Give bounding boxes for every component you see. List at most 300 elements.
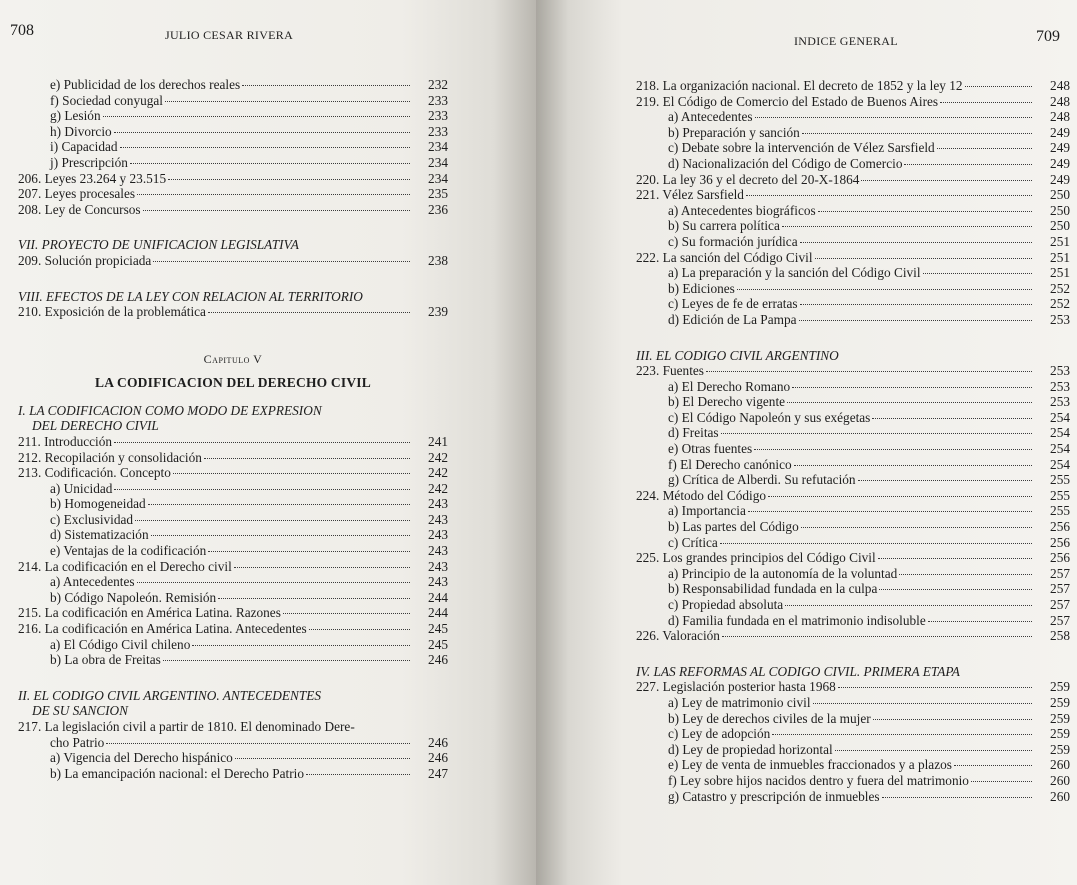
toc-entry-text: 213. Codificación. Concepto [18, 465, 171, 481]
toc-page-number: 252 [1050, 296, 1070, 312]
toc-entry [636, 265, 1070, 281]
toc-entry [18, 750, 448, 766]
toc-entry-text: b) La obra de Freitas [50, 652, 161, 668]
toc-entry-text: d) Edición de La Pampa [668, 311, 797, 327]
toc-entry-text: c) Su formación jurídica [668, 233, 798, 249]
leader-dots [768, 496, 1032, 497]
toc-entry-text: 212. Recopilación y consolidación [18, 449, 202, 465]
leader-dots [800, 242, 1032, 243]
toc-entry [18, 543, 448, 559]
toc-page-number: 259 [1050, 710, 1070, 726]
leader-dots [151, 535, 410, 536]
toc-page-number: 242 [428, 480, 448, 496]
section-heading-iii: III. EL CODIGO CIVIL ARGENTINO [636, 347, 839, 363]
toc-entry-text: d) Sistematización [50, 527, 149, 543]
toc-entry-text: f) Sociedad conyugal [50, 92, 163, 108]
toc-entry [636, 773, 1070, 789]
toc-entry [636, 312, 1070, 328]
toc-page-number: 250 [1050, 202, 1070, 218]
toc-entry-text: e) Otras fuentes [668, 441, 753, 457]
toc-page-number: 241 [428, 433, 448, 449]
toc-entry [636, 742, 1070, 758]
toc-entry [636, 394, 1070, 410]
leader-dots [737, 289, 1032, 290]
section-heading-i-cont: DEL DERECHO CIVIL [32, 418, 159, 434]
toc-entry-text: b) Código Napoleón. Remisión [50, 589, 217, 605]
toc-entry-text: 221. Vélez Sarsfield [636, 187, 744, 203]
toc-entry-text: 217. La legislación civil a partir de 1810. El denominado Dere- [18, 719, 355, 734]
toc-page-number: 258 [1050, 628, 1070, 644]
leader-dots [235, 758, 410, 759]
toc-entry [636, 363, 1070, 379]
toc-page-number: 242 [428, 465, 448, 481]
toc-entry [18, 590, 448, 606]
toc-entry [18, 766, 448, 782]
toc-entry [636, 488, 1070, 504]
leader-dots [168, 179, 410, 180]
toc-page-number: 233 [428, 92, 448, 108]
leader-dots [971, 781, 1032, 782]
toc-entry [636, 628, 1070, 644]
leader-dots [721, 433, 1032, 434]
toc-page-number: 260 [1050, 788, 1070, 804]
toc-page-number: 256 [1050, 550, 1070, 566]
toc-entry [636, 187, 1070, 203]
toc-entry [636, 550, 1070, 566]
leader-dots [114, 442, 410, 443]
toc-entry-text: c) Exclusividad [50, 511, 134, 527]
toc-entry [636, 109, 1070, 125]
toc-block [636, 679, 1070, 804]
leader-dots [813, 703, 1032, 704]
toc-entry-text: f) Ley sobre hijos nacidos dentro y fuera del matrimonio [668, 772, 969, 788]
toc-entry [636, 679, 1070, 695]
toc-entry [18, 304, 448, 320]
toc-page-number: 256 [1050, 519, 1070, 535]
toc-entry [636, 125, 1070, 141]
toc-page-number: 250 [1050, 187, 1070, 203]
toc-page-number: 232 [428, 77, 448, 92]
running-head: INDICE GENERAL [794, 34, 898, 48]
toc-entry [636, 566, 1070, 582]
toc-entry-text: 227. Legislación posterior hasta 1968 [636, 679, 836, 695]
leader-dots [114, 132, 410, 133]
leader-dots [120, 147, 410, 148]
toc-entry [636, 472, 1070, 488]
toc-page-number: 257 [1050, 612, 1070, 628]
toc-page-number: 244 [428, 605, 448, 621]
toc-entry [636, 203, 1070, 219]
toc-page-number: 248 [1050, 109, 1070, 125]
toc-entry [18, 171, 448, 187]
toc-page-number: 257 [1050, 565, 1070, 581]
toc-block [18, 434, 448, 668]
leader-dots [899, 574, 1032, 575]
leader-dots [242, 85, 410, 86]
toc-entry-text: b) La emancipación nacional: el Derecho Patrio [50, 765, 305, 781]
toc-entry-text: 222. La sanción del Código Civil [636, 249, 813, 265]
toc-entry-text: c) Crítica [668, 534, 718, 550]
toc-entry [636, 234, 1070, 250]
toc-page-number: 253 [1050, 311, 1070, 327]
toc-entry [18, 559, 448, 575]
toc-left [18, 77, 448, 781]
toc-page-number: 252 [1050, 280, 1070, 296]
toc-page-number: 242 [428, 449, 448, 465]
toc-entry-text: c) El Código Napoleón y sus exégetas [668, 409, 871, 425]
leader-dots [192, 645, 410, 646]
toc-entry-text: a) Antecedentes biográficos [668, 202, 816, 218]
toc-entry-text: 224. Método del Código [636, 487, 767, 503]
toc-page-number: 250 [1050, 218, 1070, 234]
toc-entry-text: a) Antecedentes [668, 109, 753, 125]
leader-dots [782, 226, 1032, 227]
toc-entry-text: 226. Valoración [636, 628, 720, 644]
leader-dots [785, 605, 1032, 606]
leader-dots [879, 589, 1032, 590]
leader-dots [234, 567, 410, 568]
toc-entry [636, 250, 1070, 266]
toc-entry-text: b) Su carrera política [668, 218, 780, 234]
toc-entry-text: b) Ley de derechos civiles de la mujer [668, 710, 871, 726]
toc-entry-text: b) Las partes del Código [668, 519, 799, 535]
toc-page-number: 260 [1050, 757, 1070, 773]
toc-entry [636, 503, 1070, 519]
section-heading-i: I. LA CODIFICACION COMO MODO DE EXPRESION [18, 402, 322, 418]
leader-dots [954, 765, 1032, 766]
toc-entry-text: f) El Derecho canónico [668, 456, 792, 472]
toc-entry [636, 726, 1070, 742]
leader-dots [861, 180, 1032, 181]
leader-dots [923, 273, 1032, 274]
leader-dots [799, 320, 1033, 321]
toc-entry-text: cho Patrio [50, 734, 105, 750]
leader-dots [772, 734, 1032, 735]
section-heading-vii: VII. PROYECTO DE UNIFICACION LEGISLATIVA [18, 237, 299, 253]
toc-entry-text: 209. Solución propiciada [18, 252, 152, 268]
toc-entry-text: b) Homogeneidad [50, 496, 146, 512]
toc-page-number: 234 [428, 154, 448, 170]
toc-page-number: 234 [428, 139, 448, 155]
leader-dots [755, 117, 1032, 118]
toc-page-number: 234 [428, 170, 448, 186]
toc-entry [18, 253, 448, 269]
toc-page-number: 253 [1050, 394, 1070, 410]
leader-dots [173, 473, 410, 474]
toc-entry [636, 218, 1070, 234]
toc-entry [18, 93, 448, 109]
toc-page-number: 257 [1050, 581, 1070, 597]
toc-entry [636, 695, 1070, 711]
leader-dots [218, 598, 410, 599]
leader-dots [838, 687, 1032, 688]
leader-dots [937, 148, 1032, 149]
toc-page-number: 249 [1050, 171, 1070, 187]
toc-page-number: 243 [428, 543, 448, 559]
toc-page-number: 259 [1050, 726, 1070, 742]
leader-dots [748, 511, 1032, 512]
toc-page-number: 251 [1050, 265, 1070, 281]
toc-page-number: 257 [1050, 597, 1070, 612]
toc-entry [18, 139, 448, 155]
leader-dots [135, 520, 410, 521]
toc-entry [636, 613, 1070, 629]
toc-entry [636, 757, 1070, 773]
toc-entry-text: 218. La organización nacional. El decreto de 1852 y la ley 12 [636, 78, 963, 93]
toc-page-number: 259 [1050, 741, 1070, 757]
leader-dots [722, 636, 1032, 637]
chapter-label: Capitulo V [203, 351, 263, 366]
toc-page-number: 251 [1050, 249, 1070, 265]
toc-page-number: 254 [1050, 425, 1070, 441]
toc-entry-text: 208. Ley de Concursos [18, 201, 141, 217]
leader-dots [148, 504, 410, 505]
toc-entry-text: g) Crítica de Alberdi. Su refutación [668, 472, 856, 488]
toc-entry-text: b) Responsabilidad fundada en la culpa [668, 581, 878, 597]
leader-dots [835, 750, 1032, 751]
toc-entry-text: a) El Código Civil chileno [50, 636, 191, 652]
toc-page-number: 246 [428, 652, 448, 668]
toc-page-number: 239 [428, 304, 448, 320]
toc-page-number: 244 [428, 589, 448, 605]
toc-entry-text: d) Ley de propiedad horizontal [668, 741, 833, 757]
toc-entry-text: d) Nacionalización del Código de Comercio [668, 155, 903, 171]
toc-page-number: 243 [428, 558, 448, 574]
toc-page-number: 243 [428, 574, 448, 590]
toc-page-number: 243 [428, 527, 448, 543]
toc-entry-text: g) Lesión [50, 108, 101, 124]
toc-entry [636, 78, 1070, 94]
toc-entry [636, 535, 1070, 551]
toc-page-number: 249 [1050, 124, 1070, 140]
toc-entry [18, 155, 448, 171]
toc-page-number: 253 [1050, 378, 1070, 394]
toc-entry-text: c) Ley de adopción [668, 726, 771, 742]
leader-dots [818, 211, 1032, 212]
leader-dots [130, 163, 410, 164]
toc-page-number: 245 [428, 621, 448, 637]
toc-entry-text: 211. Introducción [18, 433, 113, 449]
toc-entry-text: b) Preparación y sanción [668, 124, 800, 140]
toc-page-number: 256 [1050, 534, 1070, 550]
toc-page-number: 255 [1050, 472, 1070, 488]
leader-dots [283, 613, 410, 614]
toc-page-number: 238 [428, 252, 448, 268]
chapter-title: LA CODIFICACION DEL DERECHO CIVIL [95, 374, 371, 390]
toc-page-number: 259 [1050, 679, 1070, 695]
toc-page-number: 255 [1050, 503, 1070, 519]
toc-entry-text: a) Principio de la autonomía de la voluntad [668, 565, 898, 581]
leader-dots [878, 558, 1032, 559]
toc-entry [636, 597, 1070, 613]
toc-page-number: 260 [1050, 772, 1070, 788]
toc-entry-text: e) Publicidad de los derechos reales [50, 77, 241, 92]
running-head: JULIO CESAR RIVERA [165, 28, 294, 42]
leader-dots [801, 527, 1032, 528]
toc-page-number: 235 [428, 186, 448, 202]
leader-dots [872, 418, 1032, 419]
toc-entry [18, 186, 448, 202]
toc-entry-text: i) Capacidad [50, 139, 118, 155]
toc-entry [18, 621, 448, 637]
toc-entry-text: g) Catastro y prescripción de inmuebles [668, 788, 880, 804]
toc-block [636, 363, 1070, 644]
leader-dots [787, 402, 1032, 403]
toc-entry-text: a) Ley de matrimonio civil [668, 694, 811, 710]
leader-dots [103, 116, 410, 117]
toc-page-number: 245 [428, 636, 448, 652]
toc-entry-text: c) Debate sobre la intervención de Vélez Sarsfield [668, 140, 935, 156]
toc-entry-text: b) Ediciones [668, 280, 735, 296]
leader-dots [794, 465, 1032, 466]
section-heading-iv: IV. LAS REFORMAS AL CODIGO CIVIL. PRIMERA ETAPA [636, 663, 960, 679]
toc-entry-text: e) Ventajas de la codificación [50, 543, 207, 559]
toc-entry [18, 108, 448, 124]
toc-entry-text: d) Familia fundada en el matrimonio indisoluble [668, 612, 926, 628]
leader-dots [208, 312, 410, 313]
toc-entry [18, 735, 448, 751]
toc-entry [18, 77, 448, 93]
toc-entry [18, 434, 448, 450]
toc-right [636, 78, 1070, 804]
toc-entry-text: d) Freitas [668, 425, 719, 441]
toc-entry [636, 379, 1070, 395]
toc-entry-text: 210. Exposición de la problemática [18, 304, 206, 320]
toc-page-number: 248 [1050, 93, 1070, 109]
toc-entry [636, 519, 1070, 535]
leader-dots [904, 164, 1032, 165]
leader-dots [137, 194, 410, 195]
toc-entry [636, 281, 1070, 297]
leader-dots [306, 774, 410, 775]
toc-entry-text: c) Propiedad absoluta [668, 597, 784, 612]
toc-page-number: 236 [428, 201, 448, 217]
toc-page-number: 253 [1050, 363, 1070, 379]
toc-entry-text: a) Antecedentes [50, 574, 135, 590]
toc-entry [18, 719, 448, 735]
toc-entry [636, 789, 1070, 805]
toc-entry [636, 296, 1070, 312]
leader-dots [746, 195, 1032, 196]
toc-page-number: 243 [428, 511, 448, 527]
toc-entry-text: j) Prescripción [50, 154, 128, 170]
leader-dots [143, 210, 410, 211]
section-heading-ii: II. EL CODIGO CIVIL ARGENTINO. ANTECEDENTES [18, 687, 322, 703]
section-heading-viii: VIII. EFECTOS DE LA LEY CON RELACION AL TERRITORIO [18, 288, 363, 304]
leader-dots [858, 480, 1032, 481]
toc-entry-text: 215. La codificación en América Latina. Razones [18, 605, 281, 621]
section-heading-ii-cont: DE SU SANCION [32, 703, 129, 719]
toc-entry-text: 206. Leyes 23.264 y 23.515 [18, 170, 167, 186]
toc-page-number: 243 [428, 496, 448, 512]
leader-dots [882, 797, 1032, 798]
toc-page-number: 251 [1050, 233, 1070, 249]
toc-entry [18, 527, 448, 543]
toc-block [18, 253, 448, 269]
toc-entry [636, 581, 1070, 597]
toc-entry [636, 457, 1070, 473]
toc-entry [18, 450, 448, 466]
toc-entry-text: h) Divorcio [50, 123, 112, 139]
toc-page-number: 249 [1050, 155, 1070, 171]
right-page [536, 0, 1077, 885]
page-number: 709 [1036, 28, 1060, 45]
leader-dots [802, 133, 1032, 134]
toc-page-number: 249 [1050, 140, 1070, 156]
toc-block [636, 78, 1070, 328]
toc-page-number: 246 [428, 750, 448, 766]
leader-dots [720, 543, 1032, 544]
toc-entry-text: a) Vigencia del Derecho hispánico [50, 750, 233, 766]
toc-page-number: 255 [1050, 487, 1070, 503]
toc-entry [18, 574, 448, 590]
page-number: 708 [10, 22, 34, 39]
toc-entry-text: 223. Fuentes [636, 363, 704, 379]
toc-page-number: 248 [1050, 78, 1070, 93]
toc-entry [18, 465, 448, 481]
toc-entry [18, 496, 448, 512]
toc-entry [636, 140, 1070, 156]
toc-entry-text: 220. La ley 36 y el decreto del 20-X-1864 [636, 171, 860, 187]
left-page [0, 0, 536, 885]
leader-dots [928, 621, 1032, 622]
toc-entry [636, 425, 1070, 441]
leader-dots [165, 101, 410, 102]
toc-block [18, 77, 448, 217]
toc-entry-text: c) Leyes de fe de erratas [668, 296, 798, 312]
toc-page-number: 254 [1050, 456, 1070, 472]
toc-entry-text: a) El Derecho Romano [668, 378, 791, 394]
toc-entry-text: b) El Derecho vigente [668, 394, 786, 410]
leader-dots [163, 660, 410, 661]
toc-entry-text: 225. Los grandes principios del Código Civil [636, 550, 876, 566]
toc-entry-text: 214. La codificación en el Derecho civil [18, 558, 232, 574]
leader-dots [153, 261, 410, 262]
leader-dots [706, 371, 1032, 372]
toc-entry [636, 441, 1070, 457]
toc-page-number: 259 [1050, 694, 1070, 710]
toc-entry [18, 481, 448, 497]
toc-page-number: 233 [428, 123, 448, 139]
toc-block [18, 750, 448, 781]
leader-dots [815, 258, 1032, 259]
toc-entry-text: a) La preparación y la sanción del Código Civil [668, 265, 921, 281]
leader-dots [204, 458, 410, 459]
toc-block [18, 304, 448, 320]
toc-entry [636, 156, 1070, 172]
leader-dots [106, 743, 410, 744]
leader-dots [208, 551, 410, 552]
toc-entry [18, 652, 448, 668]
leader-dots [754, 449, 1032, 450]
toc-entry [636, 94, 1070, 110]
toc-entry [18, 605, 448, 621]
toc-entry-text: 219. El Código de Comercio del Estado de Buenos Aires [636, 93, 939, 109]
leader-dots [137, 582, 410, 583]
leader-dots [940, 102, 1032, 103]
toc-page-number: 254 [1050, 409, 1070, 425]
toc-entry-text: a) Importancia [668, 503, 746, 519]
toc-entry [636, 172, 1070, 188]
leader-dots [114, 489, 410, 490]
toc-entry [636, 711, 1070, 727]
toc-page-number: 246 [428, 734, 448, 750]
toc-page-number: 254 [1050, 441, 1070, 457]
toc-entry [636, 410, 1070, 426]
leader-dots [800, 304, 1032, 305]
toc-entry-text: 207. Leyes procesales [18, 186, 136, 202]
toc-entry [18, 512, 448, 528]
